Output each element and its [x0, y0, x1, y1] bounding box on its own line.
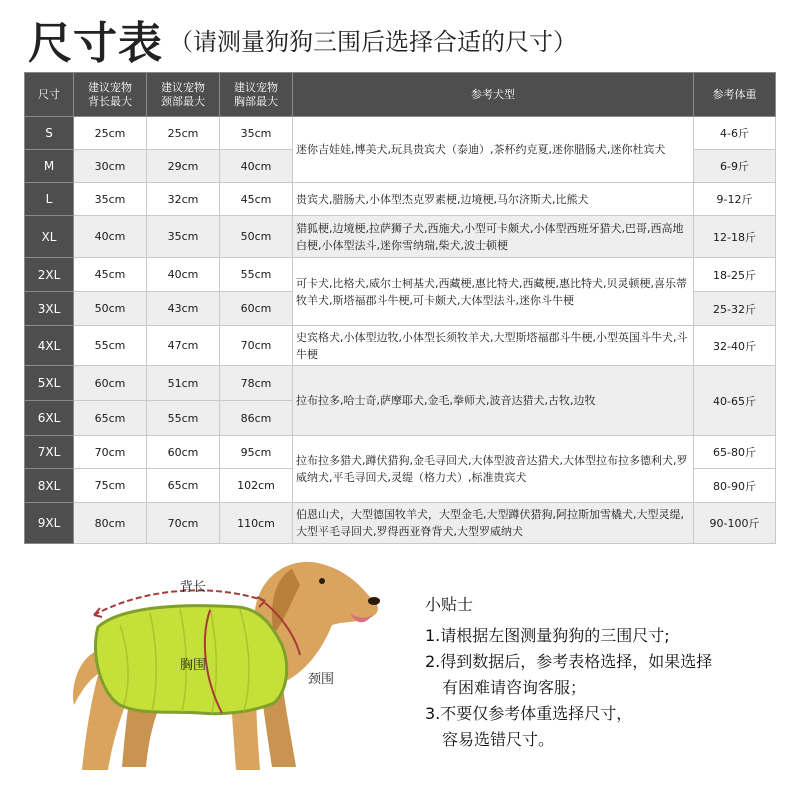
- size-cell: 2XL: [25, 258, 74, 292]
- neck-cell: 29cm: [147, 150, 220, 183]
- neck-cell: 51cm: [147, 366, 220, 401]
- table-row: [25, 503, 776, 544]
- breed-cell: 拉布拉多猎犬,蹲伏猎狗,金毛寻回犬,大体型波音达猎犬,大体型拉布拉多德利犬,罗威纳犬,平毛寻回犬,灵缇（格力犬）,标准贵宾犬: [293, 436, 694, 503]
- chest-cell: 70cm: [220, 326, 293, 366]
- table-row: [25, 216, 776, 258]
- weight-cell: 9-12斤: [694, 183, 776, 216]
- weight-cell: 25-32斤: [694, 292, 776, 326]
- neck-cell: 65cm: [147, 469, 220, 503]
- tips-panel: [425, 592, 795, 753]
- neck-cell: 60cm: [147, 436, 220, 469]
- back-cell: 35cm: [74, 183, 147, 216]
- back-cell: 80cm: [74, 503, 147, 544]
- chest-cell: 35cm: [220, 117, 293, 150]
- dog-measurement-illustration: [60, 555, 390, 780]
- size-chart-table: [24, 72, 776, 544]
- size-cell: 3XL: [25, 292, 74, 326]
- back-cell: 50cm: [74, 292, 147, 326]
- tip-line: 2.得到数据后，参考表格选择，如果选择: [425, 652, 713, 671]
- back-cell: 70cm: [74, 436, 147, 469]
- size-cell: XL: [25, 216, 74, 258]
- table-row: [25, 436, 776, 469]
- breed-cell: 贵宾犬,腊肠犬,小体型杰克罗素梗,边境梗,马尔济斯犬,比熊犬: [293, 183, 694, 216]
- size-cell: 5XL: [25, 366, 74, 401]
- neck-cell: 40cm: [147, 258, 220, 292]
- size-cell: 8XL: [25, 469, 74, 503]
- weight-cell: 40-65斤: [694, 366, 776, 436]
- chest-cell: 102cm: [220, 469, 293, 503]
- weight-cell: 18-25斤: [694, 258, 776, 292]
- tip-line: 容易选错尺寸。: [442, 730, 555, 749]
- breed-cell: 拉布拉多,哈士奇,萨摩耶犬,金毛,拳师犬,波音达猎犬,古牧,边牧: [293, 366, 694, 436]
- chest-cell: 60cm: [220, 292, 293, 326]
- table-row: [25, 326, 776, 366]
- tip-line: 有困难请咨询客服；: [442, 678, 587, 697]
- chest-cell: 95cm: [220, 436, 293, 469]
- back-cell: 60cm: [74, 366, 147, 401]
- chest-cell: 55cm: [220, 258, 293, 292]
- header-chest: 建议宠物 胸部最大: [220, 73, 293, 117]
- title-subtitle: （请测量狗狗三围后选择合适的尺寸）: [169, 27, 577, 56]
- breed-cell: 史宾格犬,小体型边牧,小体型长须牧羊犬,大型斯塔福郡斗牛梗,小型英国斗牛犬,斗牛梗: [293, 326, 694, 366]
- table-row: [25, 117, 776, 150]
- table-header-row: [25, 73, 776, 117]
- table-row: [25, 258, 776, 292]
- chest-girth-label: 胸围: [180, 658, 207, 673]
- neck-cell: 43cm: [147, 292, 220, 326]
- neck-cell: 25cm: [147, 117, 220, 150]
- size-cell: 7XL: [25, 436, 74, 469]
- tip-line: 3.不要仅参考体重选择尺寸，: [425, 704, 633, 723]
- breed-cell: 猎狐梗,边境梗,拉萨狮子犬,西施犬,小型可卡颇犬,小体型西班牙猎犬,巴哥,西高地白梗,小体型法斗,迷你雪纳瑞,柴犬,波士顿梗: [293, 216, 694, 258]
- size-cell: 6XL: [25, 401, 74, 436]
- header-neck: 建议宠物 颈部最大: [147, 73, 220, 117]
- size-cell: 9XL: [25, 503, 74, 544]
- chest-cell: 78cm: [220, 366, 293, 401]
- size-cell: S: [25, 117, 74, 150]
- back-cell: 75cm: [74, 469, 147, 503]
- size-cell: M: [25, 150, 74, 183]
- back-cell: 40cm: [74, 216, 147, 258]
- tips-title: 小贴士: [425, 595, 474, 614]
- dog-eye: [319, 578, 325, 584]
- header-breeds: 参考犬型: [293, 73, 694, 117]
- breed-cell: 可卡犬,比格犬,威尔士柯基犬,西藏梗,惠比特犬,西藏梗,惠比特犬,贝灵顿梗,喜乐蒂牧羊犬,斯塔福郡斗牛梗,可卡颇犬,大体型法斗,迷你斗牛梗: [293, 258, 694, 326]
- weight-cell: 90-100斤: [694, 503, 776, 544]
- neck-cell: 35cm: [147, 216, 220, 258]
- weight-cell: 6-9斤: [694, 150, 776, 183]
- header-back-length: 建议宠物 背长最大: [74, 73, 147, 117]
- weight-cell: 80-90斤: [694, 469, 776, 503]
- header-size: 尺寸: [25, 73, 74, 117]
- chest-cell: 50cm: [220, 216, 293, 258]
- tip-line: 1.请根据左图测量狗狗的三围尺寸;: [425, 626, 670, 645]
- breed-cell: 伯恩山犬，大型德国牧羊犬，大型金毛,大型蹲伏猎狗,阿拉斯加雪橇犬,大型灵缇,大型平毛寻回犬,罗得西亚脊背犬,大型罗威纳犬: [293, 503, 694, 544]
- back-cell: 45cm: [74, 258, 147, 292]
- neck-cell: 70cm: [147, 503, 220, 544]
- header-weight: 参考体重: [694, 73, 776, 117]
- size-cell: 4XL: [25, 326, 74, 366]
- weight-cell: 4-6斤: [694, 117, 776, 150]
- breed-cell: 迷你吉娃娃,博美犬,玩具贵宾犬（泰迪）,茶杯约克夏,迷你腊肠犬,迷你杜宾犬: [293, 117, 694, 183]
- chest-cell: 45cm: [220, 183, 293, 216]
- neck-cell: 47cm: [147, 326, 220, 366]
- page-title: [28, 6, 577, 72]
- size-cell: L: [25, 183, 74, 216]
- dog-nose: [368, 597, 380, 605]
- weight-cell: 32-40斤: [694, 326, 776, 366]
- table-row: [25, 366, 776, 401]
- neck-cell: 32cm: [147, 183, 220, 216]
- chest-cell: 86cm: [220, 401, 293, 436]
- back-cell: 30cm: [74, 150, 147, 183]
- back-cell: 25cm: [74, 117, 147, 150]
- back-cell: 65cm: [74, 401, 147, 436]
- table-row: [25, 183, 776, 216]
- weight-cell: 65-80斤: [694, 436, 776, 469]
- weight-cell: 12-18斤: [694, 216, 776, 258]
- neck-girth-label: 颈围: [308, 672, 335, 687]
- neck-cell: 55cm: [147, 401, 220, 436]
- title-main: 尺寸表: [28, 18, 163, 69]
- chest-cell: 40cm: [220, 150, 293, 183]
- back-cell: 55cm: [74, 326, 147, 366]
- back-length-label: 背长: [180, 580, 207, 595]
- chest-cell: 110cm: [220, 503, 293, 544]
